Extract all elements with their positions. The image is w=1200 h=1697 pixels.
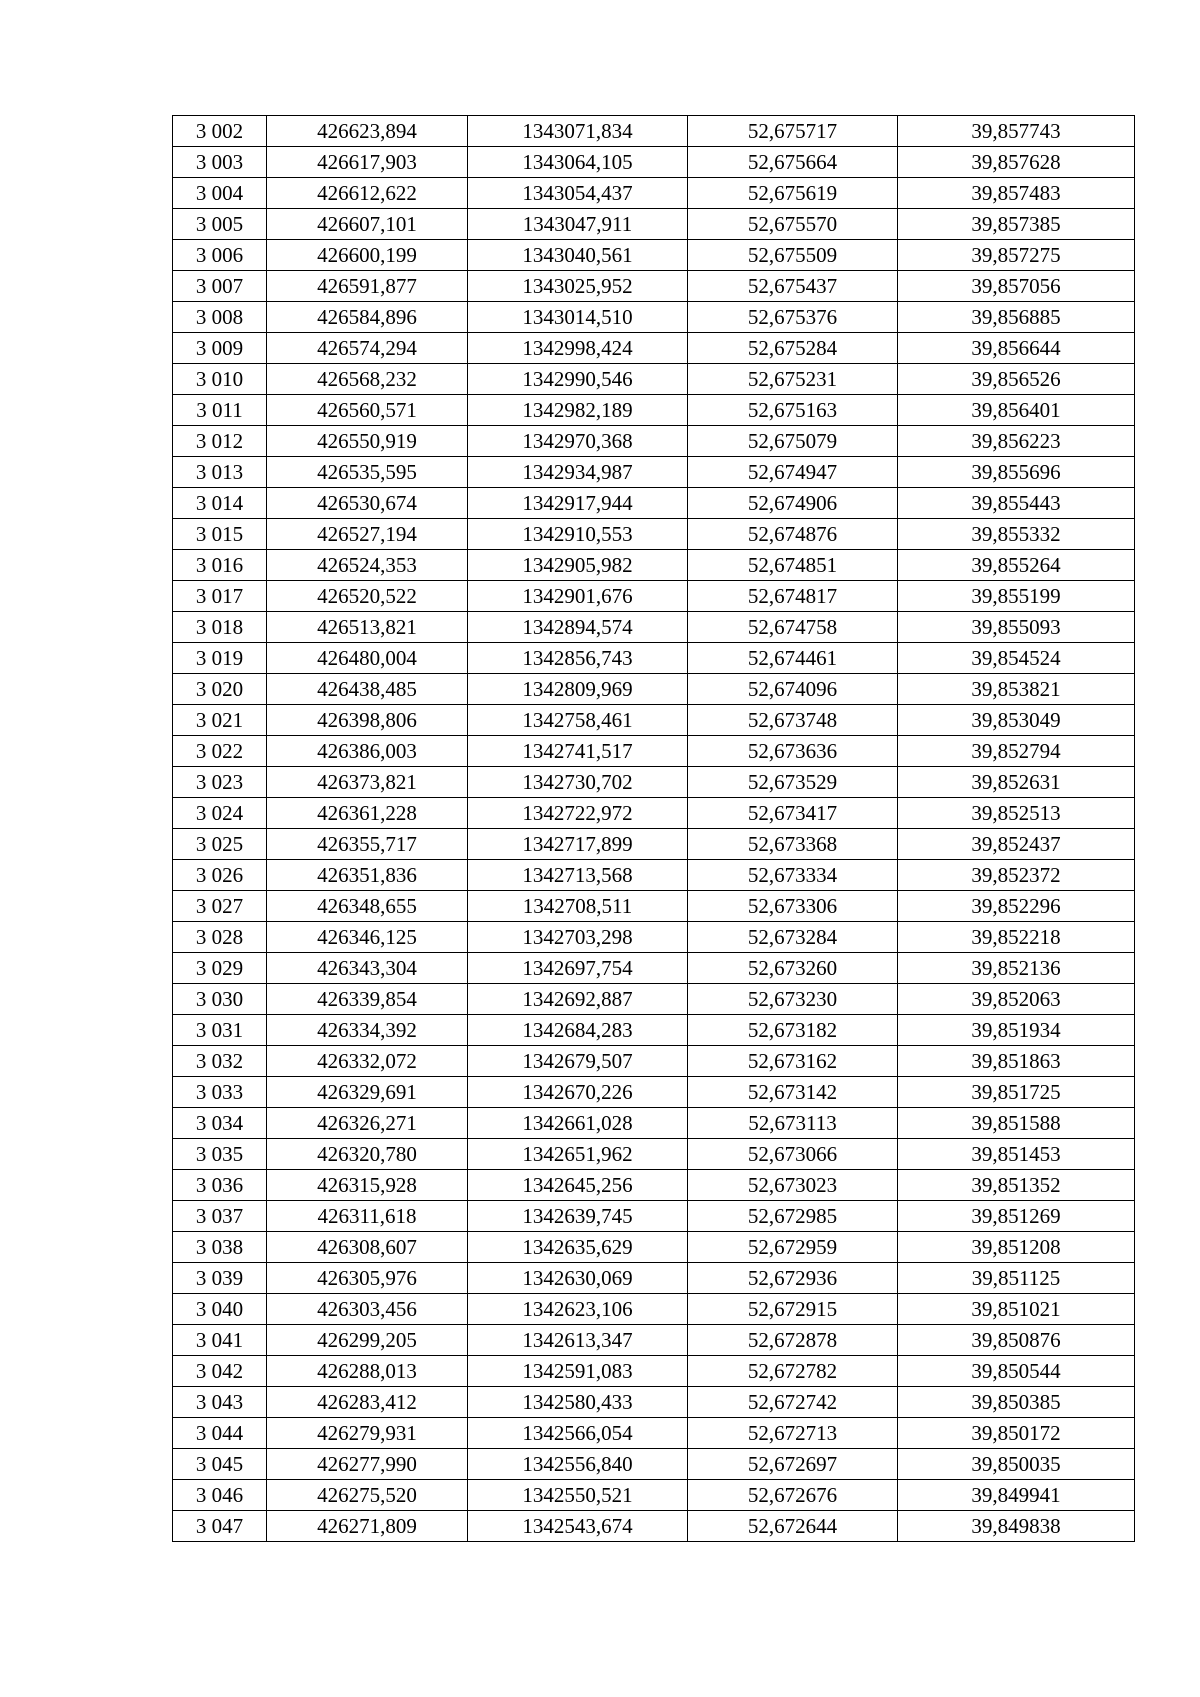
latitude-cell: 52,673368	[688, 829, 898, 860]
longitude-cell: 39,851588	[898, 1108, 1135, 1139]
y-coordinate-cell: 1342661,028	[468, 1108, 688, 1139]
table-row	[173, 519, 1135, 550]
point-number-cell: 3 033	[173, 1077, 267, 1108]
y-coordinate-cell: 1342566,054	[468, 1418, 688, 1449]
table-row	[173, 457, 1135, 488]
latitude-cell: 52,674461	[688, 643, 898, 674]
longitude-cell: 39,852218	[898, 922, 1135, 953]
point-number-cell: 3 002	[173, 116, 267, 147]
x-coordinate-cell: 426535,595	[267, 457, 468, 488]
x-coordinate-cell: 426550,919	[267, 426, 468, 457]
latitude-cell: 52,674096	[688, 674, 898, 705]
point-number-cell: 3 019	[173, 643, 267, 674]
latitude-cell: 52,674947	[688, 457, 898, 488]
longitude-cell: 39,855093	[898, 612, 1135, 643]
table-row	[173, 736, 1135, 767]
table-row	[173, 550, 1135, 581]
longitude-cell: 39,849838	[898, 1511, 1135, 1542]
latitude-cell: 52,673023	[688, 1170, 898, 1201]
latitude-cell: 52,672959	[688, 1232, 898, 1263]
point-number-cell: 3 026	[173, 860, 267, 891]
table-row	[173, 1046, 1135, 1077]
longitude-cell: 39,852296	[898, 891, 1135, 922]
x-coordinate-cell: 426311,618	[267, 1201, 468, 1232]
point-number-cell: 3 044	[173, 1418, 267, 1449]
x-coordinate-cell: 426524,353	[267, 550, 468, 581]
y-coordinate-cell: 1342934,987	[468, 457, 688, 488]
longitude-cell: 39,852136	[898, 953, 1135, 984]
table-row	[173, 1077, 1135, 1108]
table-row	[173, 767, 1135, 798]
point-number-cell: 3 024	[173, 798, 267, 829]
latitude-cell: 52,675284	[688, 333, 898, 364]
longitude-cell: 39,855264	[898, 550, 1135, 581]
table-row	[173, 1108, 1135, 1139]
x-coordinate-cell: 426279,931	[267, 1418, 468, 1449]
y-coordinate-cell: 1342809,969	[468, 674, 688, 705]
point-number-cell: 3 035	[173, 1139, 267, 1170]
table-row	[173, 1418, 1135, 1449]
x-coordinate-cell: 426355,717	[267, 829, 468, 860]
x-coordinate-cell: 426326,271	[267, 1108, 468, 1139]
point-number-cell: 3 041	[173, 1325, 267, 1356]
point-number-cell: 3 046	[173, 1480, 267, 1511]
y-coordinate-cell: 1342613,347	[468, 1325, 688, 1356]
y-coordinate-cell: 1342670,226	[468, 1077, 688, 1108]
longitude-cell: 39,851352	[898, 1170, 1135, 1201]
longitude-cell: 39,852631	[898, 767, 1135, 798]
point-number-cell: 3 007	[173, 271, 267, 302]
latitude-cell: 52,674851	[688, 550, 898, 581]
table-row	[173, 1015, 1135, 1046]
longitude-cell: 39,856644	[898, 333, 1135, 364]
longitude-cell: 39,857056	[898, 271, 1135, 302]
x-coordinate-cell: 426373,821	[267, 767, 468, 798]
point-number-cell: 3 023	[173, 767, 267, 798]
table-row	[173, 1201, 1135, 1232]
longitude-cell: 39,857385	[898, 209, 1135, 240]
latitude-cell: 52,673306	[688, 891, 898, 922]
longitude-cell: 39,850544	[898, 1356, 1135, 1387]
y-coordinate-cell: 1342998,424	[468, 333, 688, 364]
longitude-cell: 39,853049	[898, 705, 1135, 736]
table-row	[173, 333, 1135, 364]
y-coordinate-cell: 1342990,546	[468, 364, 688, 395]
latitude-cell: 52,675509	[688, 240, 898, 271]
latitude-cell: 52,672644	[688, 1511, 898, 1542]
y-coordinate-cell: 1343071,834	[468, 116, 688, 147]
x-coordinate-cell: 426361,228	[267, 798, 468, 829]
y-coordinate-cell: 1342591,083	[468, 1356, 688, 1387]
point-number-cell: 3 040	[173, 1294, 267, 1325]
latitude-cell: 52,673284	[688, 922, 898, 953]
point-number-cell: 3 017	[173, 581, 267, 612]
y-coordinate-cell: 1343047,911	[468, 209, 688, 240]
latitude-cell: 52,675079	[688, 426, 898, 457]
y-coordinate-cell: 1342543,674	[468, 1511, 688, 1542]
y-coordinate-cell: 1343014,510	[468, 302, 688, 333]
point-number-cell: 3 030	[173, 984, 267, 1015]
latitude-cell: 52,673142	[688, 1077, 898, 1108]
x-coordinate-cell: 426275,520	[267, 1480, 468, 1511]
point-number-cell: 3 006	[173, 240, 267, 271]
y-coordinate-cell: 1342901,676	[468, 581, 688, 612]
table-row	[173, 953, 1135, 984]
y-coordinate-cell: 1342722,972	[468, 798, 688, 829]
table-row	[173, 1232, 1135, 1263]
longitude-cell: 39,855332	[898, 519, 1135, 550]
latitude-cell: 52,674758	[688, 612, 898, 643]
x-coordinate-cell: 426299,205	[267, 1325, 468, 1356]
point-number-cell: 3 029	[173, 953, 267, 984]
longitude-cell: 39,852513	[898, 798, 1135, 829]
point-number-cell: 3 009	[173, 333, 267, 364]
y-coordinate-cell: 1342684,283	[468, 1015, 688, 1046]
table-row	[173, 1449, 1135, 1480]
x-coordinate-cell: 426607,101	[267, 209, 468, 240]
table-row	[173, 612, 1135, 643]
point-number-cell: 3 039	[173, 1263, 267, 1294]
latitude-cell: 52,675717	[688, 116, 898, 147]
y-coordinate-cell: 1342905,982	[468, 550, 688, 581]
latitude-cell: 52,674876	[688, 519, 898, 550]
point-number-cell: 3 034	[173, 1108, 267, 1139]
x-coordinate-cell: 426346,125	[267, 922, 468, 953]
point-number-cell: 3 028	[173, 922, 267, 953]
y-coordinate-cell: 1342703,298	[468, 922, 688, 953]
point-number-cell: 3 015	[173, 519, 267, 550]
point-number-cell: 3 013	[173, 457, 267, 488]
table-row	[173, 1294, 1135, 1325]
longitude-cell: 39,855199	[898, 581, 1135, 612]
point-number-cell: 3 027	[173, 891, 267, 922]
point-number-cell: 3 025	[173, 829, 267, 860]
longitude-cell: 39,856223	[898, 426, 1135, 457]
x-coordinate-cell: 426332,072	[267, 1046, 468, 1077]
point-number-cell: 3 004	[173, 178, 267, 209]
x-coordinate-cell: 426568,232	[267, 364, 468, 395]
y-coordinate-cell: 1342970,368	[468, 426, 688, 457]
x-coordinate-cell: 426283,412	[267, 1387, 468, 1418]
latitude-cell: 52,673748	[688, 705, 898, 736]
latitude-cell: 52,672985	[688, 1201, 898, 1232]
coordinates-table	[172, 115, 1135, 1542]
longitude-cell: 39,853821	[898, 674, 1135, 705]
x-coordinate-cell: 426343,304	[267, 953, 468, 984]
latitude-cell: 52,673113	[688, 1108, 898, 1139]
latitude-cell: 52,675664	[688, 147, 898, 178]
point-number-cell: 3 020	[173, 674, 267, 705]
table-row	[173, 271, 1135, 302]
y-coordinate-cell: 1342550,521	[468, 1480, 688, 1511]
longitude-cell: 39,856885	[898, 302, 1135, 333]
latitude-cell: 52,674906	[688, 488, 898, 519]
latitude-cell: 52,672713	[688, 1418, 898, 1449]
x-coordinate-cell: 426600,199	[267, 240, 468, 271]
table-row	[173, 1170, 1135, 1201]
latitude-cell: 52,673230	[688, 984, 898, 1015]
y-coordinate-cell: 1342630,069	[468, 1263, 688, 1294]
point-number-cell: 3 043	[173, 1387, 267, 1418]
y-coordinate-cell: 1343064,105	[468, 147, 688, 178]
y-coordinate-cell: 1342856,743	[468, 643, 688, 674]
y-coordinate-cell: 1342717,899	[468, 829, 688, 860]
longitude-cell: 39,857483	[898, 178, 1135, 209]
x-coordinate-cell: 426438,485	[267, 674, 468, 705]
y-coordinate-cell: 1342713,568	[468, 860, 688, 891]
point-number-cell: 3 032	[173, 1046, 267, 1077]
table-row	[173, 891, 1135, 922]
table-row	[173, 302, 1135, 333]
table-row	[173, 1325, 1135, 1356]
y-coordinate-cell: 1342556,840	[468, 1449, 688, 1480]
longitude-cell: 39,852437	[898, 829, 1135, 860]
latitude-cell: 52,672936	[688, 1263, 898, 1294]
point-number-cell: 3 038	[173, 1232, 267, 1263]
table-row	[173, 426, 1135, 457]
y-coordinate-cell: 1342982,189	[468, 395, 688, 426]
x-coordinate-cell: 426612,622	[267, 178, 468, 209]
point-number-cell: 3 047	[173, 1511, 267, 1542]
longitude-cell: 39,849941	[898, 1480, 1135, 1511]
point-number-cell: 3 045	[173, 1449, 267, 1480]
x-coordinate-cell: 426623,894	[267, 116, 468, 147]
point-number-cell: 3 031	[173, 1015, 267, 1046]
latitude-cell: 52,672676	[688, 1480, 898, 1511]
y-coordinate-cell: 1342580,433	[468, 1387, 688, 1418]
longitude-cell: 39,850172	[898, 1418, 1135, 1449]
x-coordinate-cell: 426315,928	[267, 1170, 468, 1201]
x-coordinate-cell: 426305,976	[267, 1263, 468, 1294]
table-row	[173, 209, 1135, 240]
table-row	[173, 984, 1135, 1015]
table-row	[173, 178, 1135, 209]
point-number-cell: 3 037	[173, 1201, 267, 1232]
longitude-cell: 39,850876	[898, 1325, 1135, 1356]
x-coordinate-cell: 426339,854	[267, 984, 468, 1015]
y-coordinate-cell: 1342651,962	[468, 1139, 688, 1170]
latitude-cell: 52,673529	[688, 767, 898, 798]
latitude-cell: 52,673260	[688, 953, 898, 984]
x-coordinate-cell: 426513,821	[267, 612, 468, 643]
table-row	[173, 488, 1135, 519]
point-number-cell: 3 022	[173, 736, 267, 767]
x-coordinate-cell: 426591,877	[267, 271, 468, 302]
latitude-cell: 52,675231	[688, 364, 898, 395]
longitude-cell: 39,850035	[898, 1449, 1135, 1480]
latitude-cell: 52,675619	[688, 178, 898, 209]
point-number-cell: 3 014	[173, 488, 267, 519]
longitude-cell: 39,851863	[898, 1046, 1135, 1077]
x-coordinate-cell: 426574,294	[267, 333, 468, 364]
y-coordinate-cell: 1342635,629	[468, 1232, 688, 1263]
y-coordinate-cell: 1342917,944	[468, 488, 688, 519]
table-row	[173, 643, 1135, 674]
x-coordinate-cell: 426617,903	[267, 147, 468, 178]
y-coordinate-cell: 1342692,887	[468, 984, 688, 1015]
x-coordinate-cell: 426329,691	[267, 1077, 468, 1108]
table-row	[173, 829, 1135, 860]
y-coordinate-cell: 1343040,561	[468, 240, 688, 271]
table-row	[173, 1511, 1135, 1542]
longitude-cell: 39,851269	[898, 1201, 1135, 1232]
table-row	[173, 581, 1135, 612]
y-coordinate-cell: 1343025,952	[468, 271, 688, 302]
x-coordinate-cell: 426386,003	[267, 736, 468, 767]
y-coordinate-cell: 1342623,106	[468, 1294, 688, 1325]
latitude-cell: 52,673066	[688, 1139, 898, 1170]
latitude-cell: 52,672878	[688, 1325, 898, 1356]
x-coordinate-cell: 426351,836	[267, 860, 468, 891]
longitude-cell: 39,852063	[898, 984, 1135, 1015]
longitude-cell: 39,855443	[898, 488, 1135, 519]
table-row	[173, 1387, 1135, 1418]
longitude-cell: 39,857275	[898, 240, 1135, 271]
table-row	[173, 1139, 1135, 1170]
x-coordinate-cell: 426334,392	[267, 1015, 468, 1046]
x-coordinate-cell: 426308,607	[267, 1232, 468, 1263]
x-coordinate-cell: 426277,990	[267, 1449, 468, 1480]
x-coordinate-cell: 426288,013	[267, 1356, 468, 1387]
latitude-cell: 52,672915	[688, 1294, 898, 1325]
longitude-cell: 39,850385	[898, 1387, 1135, 1418]
y-coordinate-cell: 1342730,702	[468, 767, 688, 798]
point-number-cell: 3 012	[173, 426, 267, 457]
longitude-cell: 39,854524	[898, 643, 1135, 674]
point-number-cell: 3 036	[173, 1170, 267, 1201]
latitude-cell: 52,672697	[688, 1449, 898, 1480]
point-number-cell: 3 008	[173, 302, 267, 333]
table-row	[173, 860, 1135, 891]
latitude-cell: 52,673334	[688, 860, 898, 891]
x-coordinate-cell: 426530,674	[267, 488, 468, 519]
point-number-cell: 3 003	[173, 147, 267, 178]
x-coordinate-cell: 426560,571	[267, 395, 468, 426]
point-number-cell: 3 042	[173, 1356, 267, 1387]
latitude-cell: 52,675437	[688, 271, 898, 302]
longitude-cell: 39,851934	[898, 1015, 1135, 1046]
x-coordinate-cell: 426520,522	[267, 581, 468, 612]
x-coordinate-cell: 426303,456	[267, 1294, 468, 1325]
y-coordinate-cell: 1342910,553	[468, 519, 688, 550]
latitude-cell: 52,673162	[688, 1046, 898, 1077]
y-coordinate-cell: 1342645,256	[468, 1170, 688, 1201]
point-number-cell: 3 005	[173, 209, 267, 240]
table-row	[173, 674, 1135, 705]
x-coordinate-cell: 426480,004	[267, 643, 468, 674]
latitude-cell: 52,675570	[688, 209, 898, 240]
table-row	[173, 1480, 1135, 1511]
y-coordinate-cell: 1342894,574	[468, 612, 688, 643]
y-coordinate-cell: 1342758,461	[468, 705, 688, 736]
table-row	[173, 1263, 1135, 1294]
latitude-cell: 52,672782	[688, 1356, 898, 1387]
latitude-cell: 52,675163	[688, 395, 898, 426]
y-coordinate-cell: 1342697,754	[468, 953, 688, 984]
longitude-cell: 39,851125	[898, 1263, 1135, 1294]
table-row	[173, 395, 1135, 426]
y-coordinate-cell: 1343054,437	[468, 178, 688, 209]
table-row	[173, 705, 1135, 736]
coordinates-table-body	[173, 116, 1135, 1542]
point-number-cell: 3 021	[173, 705, 267, 736]
longitude-cell: 39,855696	[898, 457, 1135, 488]
point-number-cell: 3 011	[173, 395, 267, 426]
x-coordinate-cell: 426271,809	[267, 1511, 468, 1542]
longitude-cell: 39,852372	[898, 860, 1135, 891]
x-coordinate-cell: 426320,780	[267, 1139, 468, 1170]
longitude-cell: 39,856526	[898, 364, 1135, 395]
latitude-cell: 52,675376	[688, 302, 898, 333]
table-row	[173, 922, 1135, 953]
longitude-cell: 39,856401	[898, 395, 1135, 426]
longitude-cell: 39,851725	[898, 1077, 1135, 1108]
table-row	[173, 147, 1135, 178]
table-row	[173, 240, 1135, 271]
longitude-cell: 39,857743	[898, 116, 1135, 147]
y-coordinate-cell: 1342639,745	[468, 1201, 688, 1232]
table-row	[173, 364, 1135, 395]
longitude-cell: 39,851453	[898, 1139, 1135, 1170]
point-number-cell: 3 010	[173, 364, 267, 395]
y-coordinate-cell: 1342741,517	[468, 736, 688, 767]
table-row	[173, 1356, 1135, 1387]
y-coordinate-cell: 1342679,507	[468, 1046, 688, 1077]
x-coordinate-cell: 426584,896	[267, 302, 468, 333]
table-row	[173, 798, 1135, 829]
longitude-cell: 39,851208	[898, 1232, 1135, 1263]
x-coordinate-cell: 426348,655	[267, 891, 468, 922]
latitude-cell: 52,673417	[688, 798, 898, 829]
longitude-cell: 39,852794	[898, 736, 1135, 767]
table-row	[173, 116, 1135, 147]
latitude-cell: 52,674817	[688, 581, 898, 612]
longitude-cell: 39,851021	[898, 1294, 1135, 1325]
point-number-cell: 3 016	[173, 550, 267, 581]
point-number-cell: 3 018	[173, 612, 267, 643]
latitude-cell: 52,673182	[688, 1015, 898, 1046]
longitude-cell: 39,857628	[898, 147, 1135, 178]
x-coordinate-cell: 426398,806	[267, 705, 468, 736]
latitude-cell: 52,672742	[688, 1387, 898, 1418]
x-coordinate-cell: 426527,194	[267, 519, 468, 550]
y-coordinate-cell: 1342708,511	[468, 891, 688, 922]
latitude-cell: 52,673636	[688, 736, 898, 767]
